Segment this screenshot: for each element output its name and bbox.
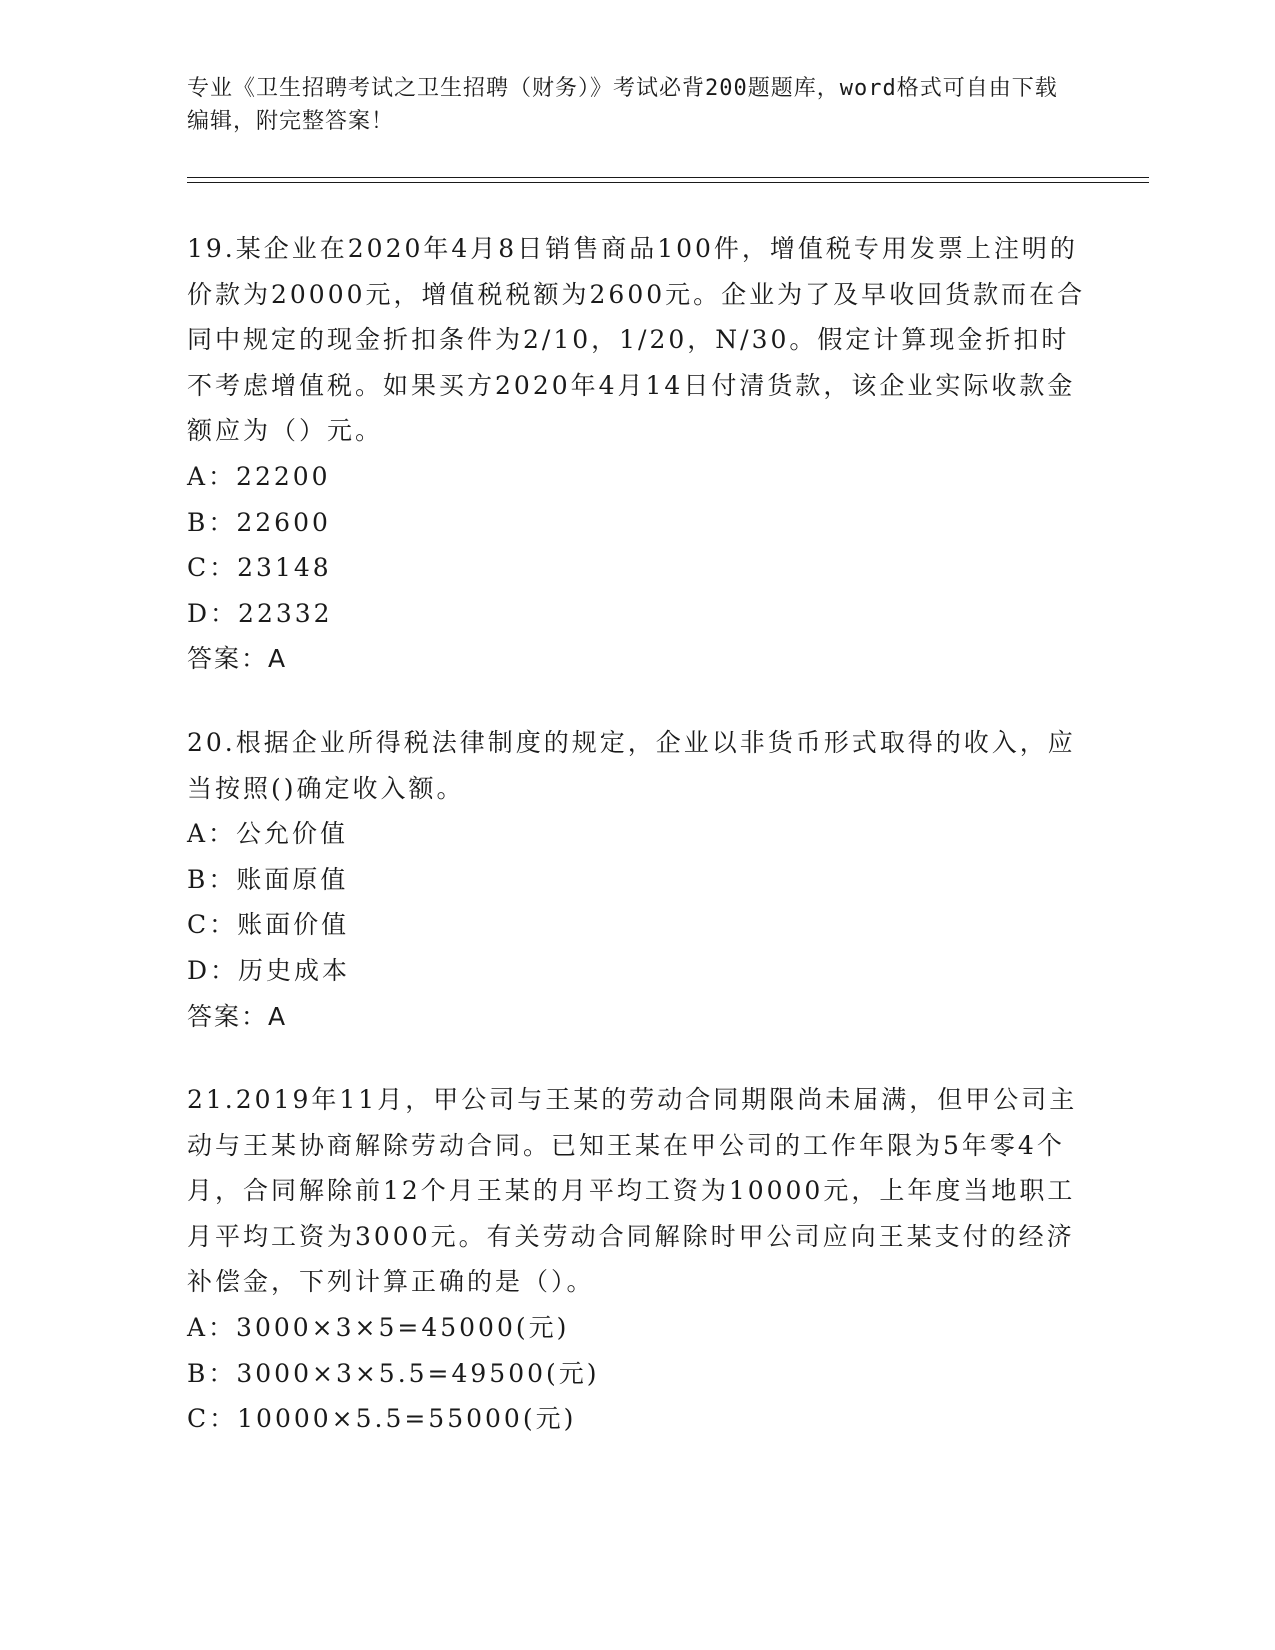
header-divider-top (187, 177, 1149, 178)
option-b: B：账面原值 (187, 864, 349, 894)
option-a: A：公允价值 (187, 819, 349, 849)
answer-line: 答案：A (187, 644, 288, 674)
option-b: B：22600 (187, 507, 331, 537)
option-c: C：账面价值 (187, 910, 350, 940)
option-c: C：23148 (187, 553, 332, 583)
option-c: C：10000×5.5=55000(元) (187, 1404, 577, 1434)
answer-line: 答案：A (187, 1001, 288, 1031)
question-list (187, 226, 1087, 1480)
question-stem: 21.2019年11月，甲公司与王某的劳动合同期限尚未届满，但甲公司主动与王某协商解除劳动合同。已知王某在甲公司的工作年限为5年零4个月，合同解除前12个月王某的月平均工资为10000元，上年度当地职工月平均工资为3000元。有关劳动合同解除时甲公司应向王某支付的经济补偿金，下列计算正确的是（）。 (187, 1085, 1078, 1297)
question-stem: 20.根据企业所得税法律制度的规定，企业以非货币形式取得的收入，应当按照()确定收入额。 (187, 727, 1076, 803)
question-20 (187, 720, 1087, 1039)
option-d: D：历史成本 (187, 955, 351, 985)
option-d: D：22332 (187, 598, 333, 628)
option-b: B：3000×3×5.5=49500(元) (187, 1358, 600, 1388)
question-19 (187, 226, 1087, 682)
header-divider-bottom (187, 182, 1149, 183)
option-a: A：22200 (187, 461, 331, 491)
question-21 (187, 1077, 1087, 1442)
question-stem: 19.某企业在2020年4月8日销售商品100件，增值税专用发票上注明的价款为20000元，增值税税额为2600元。企业为了及早收回货款而在合同中规定的现金折扣条件为2/10，1/20，N/30。假定计算现金折扣时不考虑增值税。如果买方2020年4月14日付清货款，该企业实际收款金额应为（）元。 (187, 234, 1086, 446)
document-header: 专业《卫生招聘考试之卫生招聘（财务）》考试必背200题题库，word格式可自由下载编辑，附完整答案！ (187, 76, 1058, 134)
option-a: A：3000×3×5=45000(元) (187, 1313, 570, 1343)
